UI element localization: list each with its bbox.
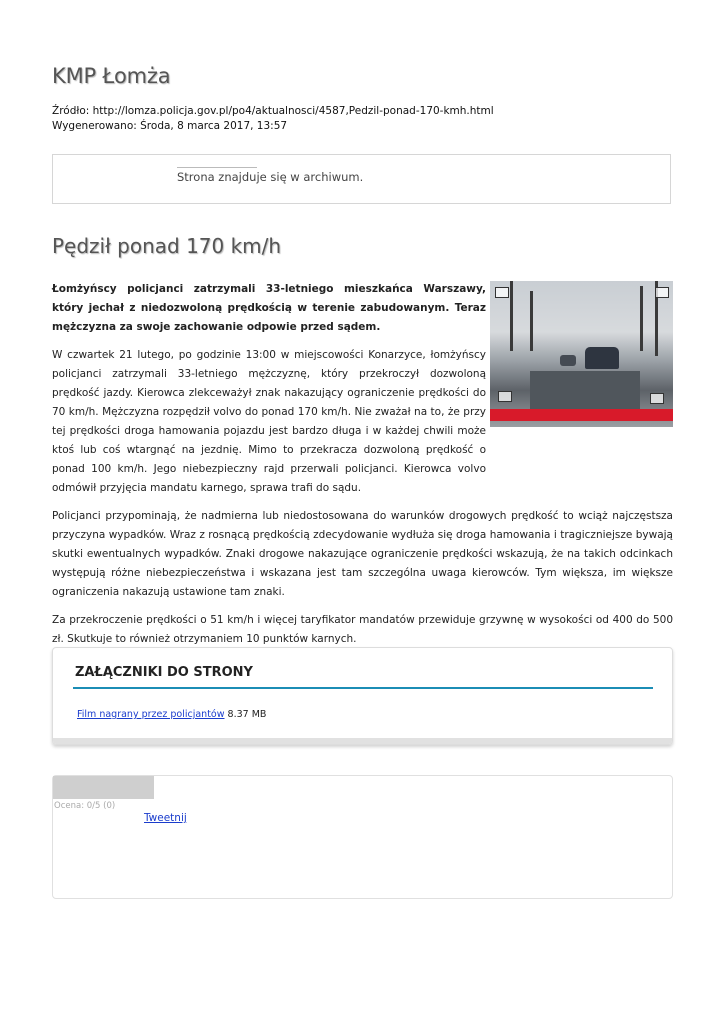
article-paragraph: Policjanci przypominają, że nadmierna lub niedostosowana do warunków drogowych prędkość to wciąż najczęstsza przyczyna wypadków. Wraz z rosnącą prędkością zdecydowanie wydłuża się droga hamowania i tragiczniejsze bywają skutki ewentualnych wypadków. Znaki drogowe nakazujące ograniczenie prędkości wskazują, że na takich odcinkach występują różne niebezpieczeństwa i wskazana jest tam szczególna uwaga kierowców. Tym większa, im większe ograniczenia nakazują ustawione tam znaki. <box>52 510 673 598</box>
article-paragraph: Za przekroczenie prędkości o 51 km/h i więcej taryfikator mandatów przewiduje grzywnę w wysokości od 400 do 500 zł. Skutkuje to również otrzymaniem 10 punktów karnych. <box>52 614 673 645</box>
archive-divider <box>177 167 257 168</box>
attachment-size: 8.37 MB <box>227 709 267 720</box>
attachments-panel <box>52 647 673 745</box>
site-title: KMP Łomża <box>52 64 171 88</box>
source-url: Źródło: http://lomza.policja.gov.pl/po4/aktualnosci/4587,Pedzil-ponad-170-kmh.html <box>52 105 494 117</box>
attachment-link[interactable]: Film nagrany przez policjantów <box>77 709 225 720</box>
rating-panel <box>52 775 673 899</box>
article-body <box>52 280 673 658</box>
archive-notice-box <box>52 154 671 204</box>
tweet-link[interactable]: Tweetnij <box>144 812 187 824</box>
article-title: Pędził ponad 170 km/h <box>52 234 282 258</box>
article-lead: Łomżyńscy policjanci zatrzymali 33-letniego mieszkańca Warszawy, który jechał z niedozwoloną prędkością w terenie zabudowanym. Teraz mężczyzna za swoje zachowanie odpowie przed sądem. <box>52 283 486 333</box>
article-paragraph: W czwartek 21 lutego, po godzinie 13:00 w miejscowości Konarzyce, łomżyńscy policjanci zatrzymali 33-letniego mężczyznę, który przekroczył dozwoloną prędkość jazdy. Kierowca zlekceważył znak nakazujący ograniczenie prędkości do 70 km/h. Mężczyzna rozpędził volvo do ponad 170 km/h. Nie zważał na to, że przy tej prędkości droga hamowania pojazdu jest bardzo długa i w każdej chwili może ktoś lub coś wtargnąć na jezdnię. Mimo to przekracza dozwoloną prędkość o ponad 100 km/h. Jego niebezpieczny rajd przerwali policjanci. Kierowca volvo odmówił przyjęcia mandatu karnego, sprawa trafi do sądu. <box>52 349 486 494</box>
rating-stars[interactable] <box>53 776 154 799</box>
attachments-heading: ZAŁĄCZNIKI DO STRONY <box>75 665 253 680</box>
generated-date: Wygenerowano: Środa, 8 marca 2017, 13:57 <box>52 120 288 132</box>
rating-text: Ocena: 0/5 (0) <box>54 801 116 811</box>
attachments-divider <box>73 687 653 689</box>
attachments-footer-bar <box>53 738 672 744</box>
document-meta <box>52 104 494 134</box>
attachment-item <box>77 709 266 720</box>
archive-notice: Strona znajduje się w archiwum. <box>177 170 364 184</box>
